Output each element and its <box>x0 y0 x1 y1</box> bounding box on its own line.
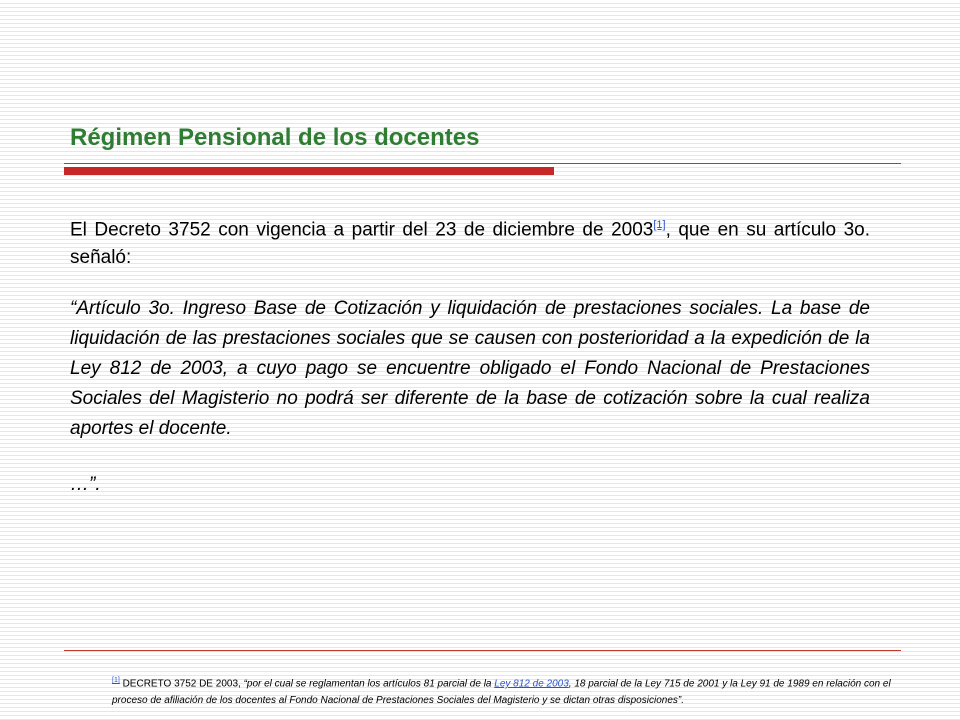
slide-title: Régimen Pensional de los docentes <box>70 124 480 151</box>
ley-812-link[interactable]: Ley 812 de 2003 <box>494 678 569 690</box>
footnote-backref-link[interactable]: [1] <box>112 677 120 684</box>
footnote <box>112 671 892 709</box>
footnote-ref <box>653 215 665 232</box>
article-quote: “Artículo 3o. Ingreso Base de Cotización y liquidación de prestaciones sociales. La base de liquidación de las prestaciones sociales que se causen con posterioridad a la expedición de la Ley 812 de 2003, a cuyo pago se encuentre obligado el Fondo Nacional de Prestaciones Sociales del Magisterio no podrá ser diferente de la base de cotización sobre la cual realiza aportes el docente. <box>70 298 870 439</box>
footnote-lead: DECRETO 3752 DE 2003, <box>119 678 244 690</box>
footnote-quote-start: “por el cual se reglamentan los artículos 81 parcial de la <box>243 678 495 690</box>
footnote-ref-link[interactable]: [1] <box>653 219 666 231</box>
title-divider-thick <box>64 167 554 175</box>
footnote-quote-end: , 18 parcial de la Ley 715 de 2001 y la Ley 91 de 1989 en relación con el proceso de afiliación de los docentes al Fondo Nacional de Prestaciones Sociales del Magisterio y se dictan otras disposiciones”. <box>112 678 891 707</box>
title-divider-thin <box>64 163 901 164</box>
intro-paragraph <box>70 210 870 272</box>
quote-ellipsis: …”. <box>70 474 101 495</box>
intro-text-end: , que en su artículo 3o. señaló: <box>70 219 871 269</box>
intro-text: El Decreto 3752 con vigencia a partir del 23 de diciembre de 2003 <box>70 219 654 241</box>
footnote-divider <box>64 650 901 651</box>
